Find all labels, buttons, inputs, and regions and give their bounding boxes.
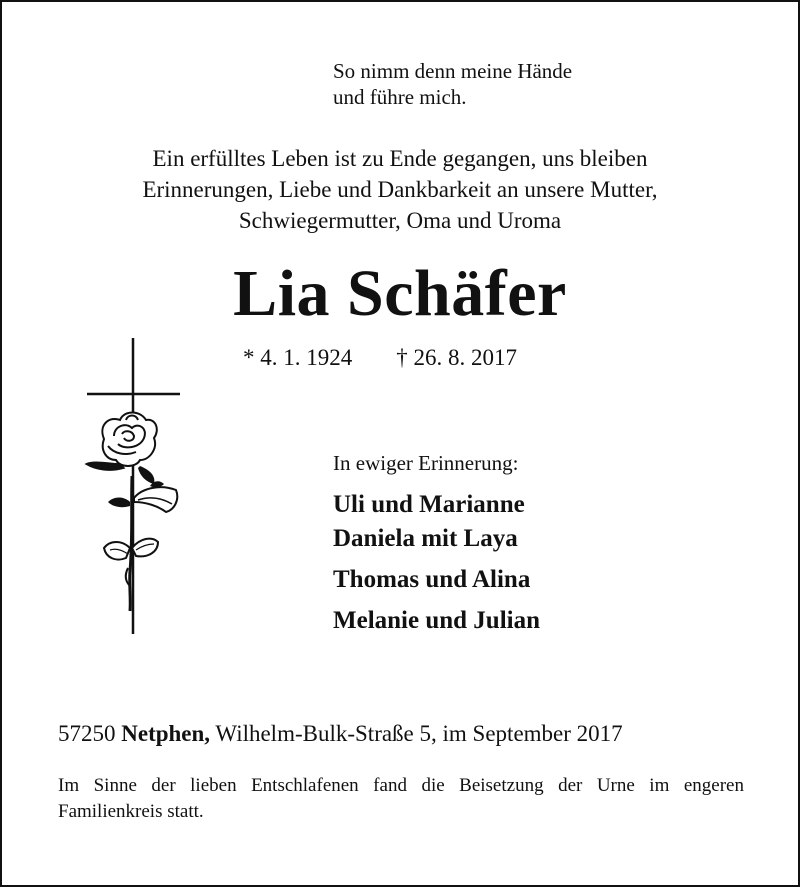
mourner-name: Uli und Marianne bbox=[333, 491, 525, 518]
address-town: Netphen, bbox=[121, 721, 211, 746]
intro-line: Erinnerungen, Liebe und Dankbarkeit an unsere Mutter, bbox=[142, 177, 658, 202]
cross-with-rose-icon bbox=[80, 336, 190, 636]
motto-line: und führe mich. bbox=[333, 85, 467, 109]
deceased-name: Lia Schäfer bbox=[233, 257, 567, 330]
life-dates bbox=[243, 343, 517, 373]
address-street-date: Wilhelm-Bulk-Straße 5, im September 2017 bbox=[215, 721, 623, 746]
mourner-name: Daniela mit Laya bbox=[333, 525, 518, 552]
motto-verse bbox=[333, 58, 572, 110]
funeral-note: Im Sinne der lieben Entschlafenen fand die Beisetzung der Urne im engeren Familienkreis statt. bbox=[58, 775, 744, 822]
mourner-name: Thomas und Alina bbox=[333, 566, 531, 593]
address-postcode: 57250 bbox=[58, 721, 116, 746]
motto-line: So nimm denn meine Hände bbox=[333, 59, 573, 83]
intro-line: Schwiegermutter, Oma und Uroma bbox=[238, 208, 562, 233]
address-line bbox=[58, 718, 623, 750]
intro-text bbox=[60, 143, 740, 236]
intro-line: Ein erfülltes Leben ist zu Ende gegangen, uns bleiben bbox=[152, 146, 648, 171]
death-date: † 26. 8. 2017 bbox=[396, 345, 517, 370]
birth-date: * 4. 1. 1924 bbox=[243, 345, 353, 370]
memory-label: In ewiger Erinnerung: bbox=[333, 451, 519, 475]
mourner-name: Melanie und Julian bbox=[333, 607, 540, 634]
